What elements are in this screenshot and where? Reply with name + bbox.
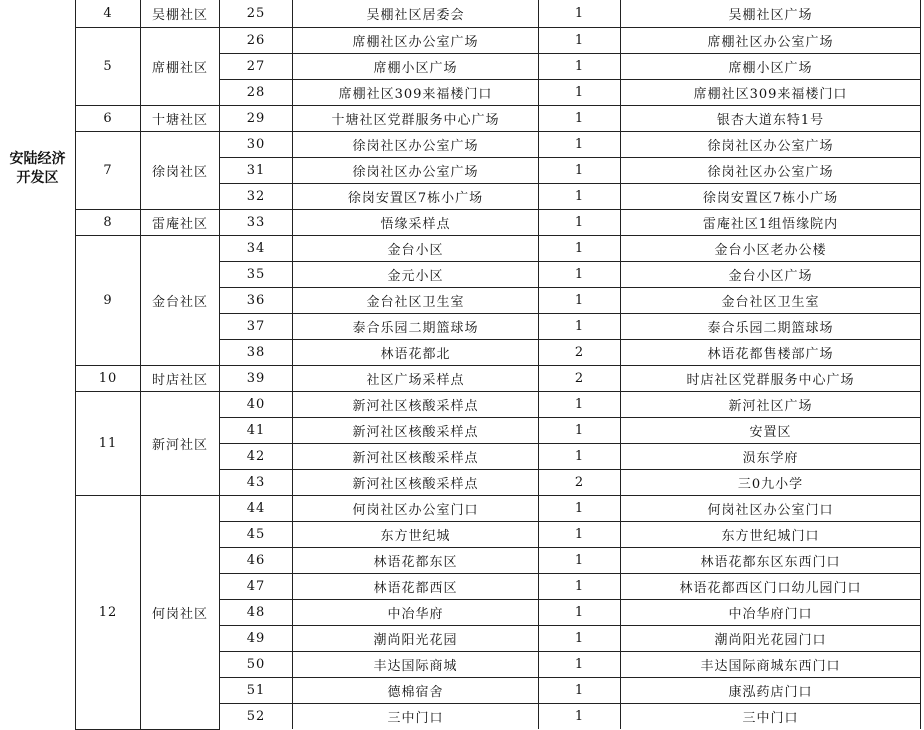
community-name-cell: 吴棚社区 — [141, 0, 220, 28]
site-name-cell: 泰合乐园二期篮球场 — [293, 314, 539, 340]
sampling-count-cell: 1 — [539, 210, 621, 236]
site-name-cell: 金台社区卫生室 — [293, 288, 539, 314]
table-body — [76, 0, 921, 729]
site-location-cell: 新河社区广场 — [621, 392, 921, 418]
sampling-count-cell: 1 — [539, 184, 621, 210]
site-number-cell: 30 — [220, 132, 293, 158]
sampling-count-cell: 1 — [539, 678, 621, 704]
group-number-cell: 5 — [76, 28, 141, 106]
community-name-cell: 席棚社区 — [141, 28, 220, 106]
site-location-cell: 林语花都东区东西门口 — [621, 548, 921, 574]
site-number-cell: 51 — [220, 678, 293, 704]
sampling-sites-table — [75, 0, 921, 730]
site-name-cell: 徐岗安置区7栋小广场 — [293, 184, 539, 210]
site-location-cell: 安置区 — [621, 418, 921, 444]
table-row — [76, 392, 921, 418]
site-name-cell: 席棚社区办公室广场 — [293, 28, 539, 54]
sampling-count-cell: 1 — [539, 600, 621, 626]
table-row — [76, 0, 921, 28]
site-name-cell: 席棚社区309来福楼门口 — [293, 80, 539, 106]
site-name-cell: 潮尚阳光花园 — [293, 626, 539, 652]
site-number-cell: 49 — [220, 626, 293, 652]
sampling-count-cell: 1 — [539, 418, 621, 444]
site-number-cell: 34 — [220, 236, 293, 262]
community-name-cell: 徐岗社区 — [141, 132, 220, 210]
sampling-count-cell: 1 — [539, 80, 621, 106]
sampling-count-cell: 1 — [539, 132, 621, 158]
site-number-cell: 42 — [220, 444, 293, 470]
site-number-cell: 29 — [220, 106, 293, 132]
site-name-cell: 十塘社区党群服务中心广场 — [293, 106, 539, 132]
community-name-cell: 十塘社区 — [141, 106, 220, 132]
site-location-cell: 徐岗社区办公室广场 — [621, 132, 921, 158]
site-number-cell: 32 — [220, 184, 293, 210]
site-location-cell: 席棚小区广场 — [621, 54, 921, 80]
site-name-cell: 林语花都北 — [293, 340, 539, 366]
site-location-cell: 金台小区老办公楼 — [621, 236, 921, 262]
group-number-cell: 8 — [76, 210, 141, 236]
site-location-cell: 三0九小学 — [621, 470, 921, 496]
site-number-cell: 47 — [220, 574, 293, 600]
group-number-cell: 12 — [76, 496, 141, 730]
site-number-cell: 50 — [220, 652, 293, 678]
sampling-count-cell: 1 — [539, 28, 621, 54]
sampling-count-cell: 2 — [539, 470, 621, 496]
site-number-cell: 27 — [220, 54, 293, 80]
group-number-cell: 6 — [76, 106, 141, 132]
site-location-cell: 中冶华府门口 — [621, 600, 921, 626]
site-name-cell: 新河社区核酸采样点 — [293, 418, 539, 444]
sampling-count-cell: 1 — [539, 626, 621, 652]
sampling-count-cell: 2 — [539, 366, 621, 392]
sampling-count-cell: 1 — [539, 548, 621, 574]
site-number-cell: 25 — [220, 0, 293, 28]
site-number-cell: 44 — [220, 496, 293, 522]
site-name-cell: 三中门口 — [293, 704, 539, 730]
site-number-cell: 26 — [220, 28, 293, 54]
table-row — [76, 236, 921, 262]
site-number-cell: 39 — [220, 366, 293, 392]
site-location-cell: 金台小区广场 — [621, 262, 921, 288]
site-location-cell: 丰达国际商城东西门口 — [621, 652, 921, 678]
site-name-cell: 德棉宿舍 — [293, 678, 539, 704]
site-number-cell: 33 — [220, 210, 293, 236]
site-location-cell: 吴棚社区广场 — [621, 0, 921, 28]
site-location-cell: 三中门口 — [621, 704, 921, 730]
site-location-cell: 东方世纪城门口 — [621, 522, 921, 548]
site-name-cell: 悟缘采样点 — [293, 210, 539, 236]
site-number-cell: 45 — [220, 522, 293, 548]
site-location-cell: 何岗社区办公室门口 — [621, 496, 921, 522]
sampling-count-cell: 1 — [539, 522, 621, 548]
sampling-count-cell: 1 — [539, 0, 621, 28]
site-name-cell: 社区广场采样点 — [293, 366, 539, 392]
site-name-cell: 林语花都东区 — [293, 548, 539, 574]
group-number-cell: 9 — [76, 236, 141, 366]
site-name-cell: 席棚小区广场 — [293, 54, 539, 80]
site-number-cell: 41 — [220, 418, 293, 444]
sampling-count-cell: 1 — [539, 392, 621, 418]
table-row — [76, 28, 921, 54]
group-number-cell: 4 — [76, 0, 141, 28]
site-name-cell: 新河社区核酸采样点 — [293, 470, 539, 496]
site-name-cell: 东方世纪城 — [293, 522, 539, 548]
site-location-cell: 涢东学府 — [621, 444, 921, 470]
sampling-count-cell: 1 — [539, 704, 621, 730]
sampling-count-cell: 1 — [539, 106, 621, 132]
site-number-cell: 37 — [220, 314, 293, 340]
site-name-cell: 何岗社区办公室门口 — [293, 496, 539, 522]
sampling-count-cell: 1 — [539, 496, 621, 522]
site-location-cell: 时店社区党群服务中心广场 — [621, 366, 921, 392]
community-name-cell: 新河社区 — [141, 392, 220, 496]
table-row — [76, 210, 921, 236]
community-name-cell: 雷庵社区 — [141, 210, 220, 236]
site-name-cell: 金元小区 — [293, 262, 539, 288]
site-name-cell: 林语花都西区 — [293, 574, 539, 600]
site-location-cell: 席棚社区办公室广场 — [621, 28, 921, 54]
site-number-cell: 40 — [220, 392, 293, 418]
site-location-cell: 潮尚阳光花园门口 — [621, 626, 921, 652]
site-location-cell: 金台社区卫生室 — [621, 288, 921, 314]
group-number-cell: 7 — [76, 132, 141, 210]
sampling-count-cell: 1 — [539, 652, 621, 678]
site-location-cell: 泰合乐园二期篮球场 — [621, 314, 921, 340]
site-location-cell: 康泓药店门口 — [621, 678, 921, 704]
sampling-count-cell: 1 — [539, 158, 621, 184]
sampling-count-cell: 2 — [539, 340, 621, 366]
site-number-cell: 46 — [220, 548, 293, 574]
sampling-count-cell: 1 — [539, 236, 621, 262]
group-number-cell: 10 — [76, 366, 141, 392]
district-label: 安陆经济 开发区 — [9, 151, 66, 186]
site-name-cell: 徐岗社区办公室广场 — [293, 132, 539, 158]
site-location-cell: 徐岗社区办公室广场 — [621, 158, 921, 184]
sampling-count-cell: 1 — [539, 54, 621, 80]
sampling-count-cell: 1 — [539, 314, 621, 340]
site-name-cell: 金台小区 — [293, 236, 539, 262]
site-location-cell: 徐岗安置区7栋小广场 — [621, 184, 921, 210]
sampling-count-cell: 1 — [539, 444, 621, 470]
site-number-cell: 36 — [220, 288, 293, 314]
table-row — [76, 496, 921, 522]
site-number-cell: 31 — [220, 158, 293, 184]
site-number-cell: 38 — [220, 340, 293, 366]
community-name-cell: 时店社区 — [141, 366, 220, 392]
site-name-cell: 新河社区核酸采样点 — [293, 392, 539, 418]
table-row — [76, 132, 921, 158]
site-number-cell: 35 — [220, 262, 293, 288]
site-location-cell: 席棚社区309来福楼门口 — [621, 80, 921, 106]
site-location-cell: 雷庵社区1组悟缘院内 — [621, 210, 921, 236]
table-row — [76, 366, 921, 392]
site-location-cell: 银杏大道东特1号 — [621, 106, 921, 132]
site-name-cell: 徐岗社区办公室广场 — [293, 158, 539, 184]
site-name-cell: 新河社区核酸采样点 — [293, 444, 539, 470]
site-name-cell: 吴棚社区居委会 — [293, 0, 539, 28]
site-name-cell: 中冶华府 — [293, 600, 539, 626]
community-name-cell: 何岗社区 — [141, 496, 220, 730]
site-number-cell: 52 — [220, 704, 293, 730]
group-number-cell: 11 — [76, 392, 141, 496]
site-location-cell: 林语花都西区门口幼儿园门口 — [621, 574, 921, 600]
sampling-count-cell: 1 — [539, 262, 621, 288]
sampling-count-cell: 1 — [539, 288, 621, 314]
community-name-cell: 金台社区 — [141, 236, 220, 366]
site-location-cell: 林语花都售楼部广场 — [621, 340, 921, 366]
site-number-cell: 28 — [220, 80, 293, 106]
table-row — [76, 106, 921, 132]
site-number-cell: 43 — [220, 470, 293, 496]
sampling-count-cell: 1 — [539, 574, 621, 600]
site-name-cell: 丰达国际商城 — [293, 652, 539, 678]
site-number-cell: 48 — [220, 600, 293, 626]
